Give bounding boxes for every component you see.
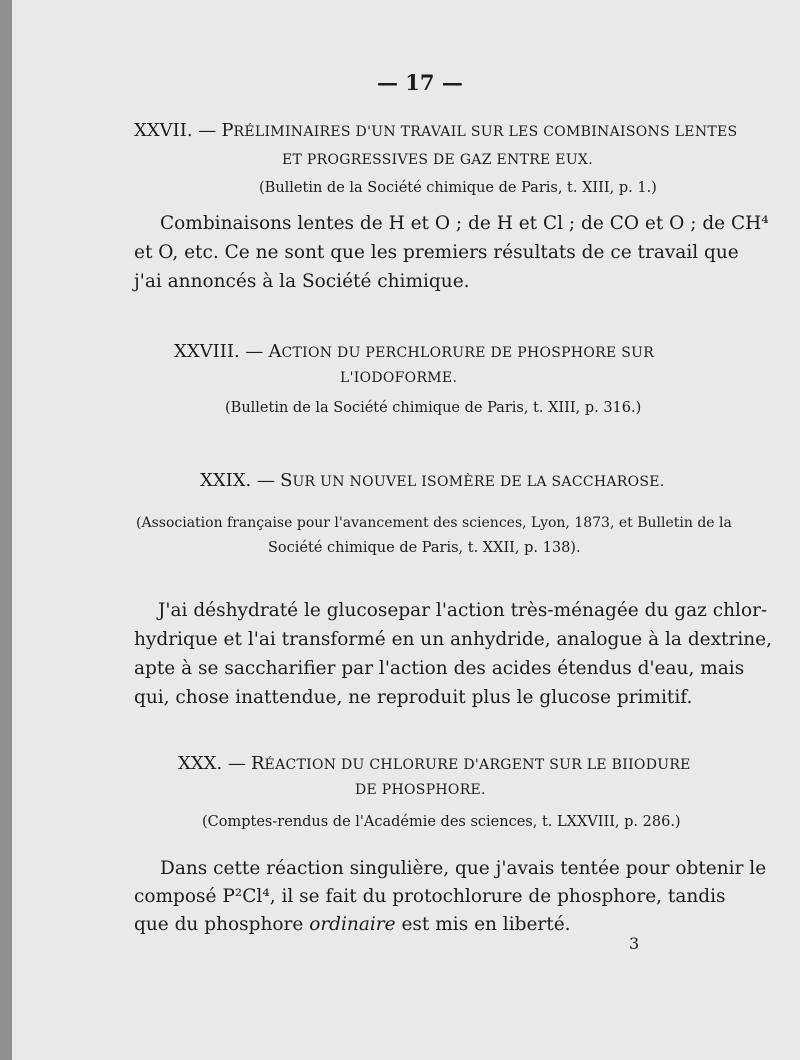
body-line: Combinaisons lentes de H et O ; de H et Cl ; de CO et O ; de CH⁴ <box>160 213 769 234</box>
heading-initial: P <box>221 120 234 141</box>
citation: (Bulletin de la Société chimique de Paris, t. XIII, p. 1.) <box>259 180 657 196</box>
heading-text: RÉLIMINAIRES D'UN TRAVAIL SUR LES COMBINAISONS LENTES <box>233 124 738 140</box>
body-line: J'ai déshydraté le glucosepar l'action très-ménagée du gaz chlor- <box>158 600 768 621</box>
section-number: XXIX. — <box>200 470 275 491</box>
heading-text: UR UN NOUVEL ISOMÈRE DE LA SACCHAROSE. <box>292 474 665 490</box>
page-number: — 17 — <box>377 70 463 95</box>
section-number: XXX. — <box>178 753 246 774</box>
section-number: XXVII. — <box>134 120 217 141</box>
body-line: et O, etc. Ce ne sont que les premiers résultats de ce travail que <box>134 242 739 263</box>
body-line: j'ai annoncés à la Société chimique. <box>134 271 470 292</box>
body-line <box>134 914 571 935</box>
document-page <box>12 0 800 1060</box>
citation: (Bulletin de la Société chimique de Paris, t. XIII, p. 316.) <box>225 400 642 416</box>
body-text: que du phosphore <box>134 914 310 935</box>
section-heading <box>174 341 654 362</box>
section-heading <box>134 120 737 141</box>
body-line: hydrique et l'ai transformé en un anhydride, analogue à la dextrine, <box>134 629 772 650</box>
body-line: apte à se saccharifier par l'action des acides étendus d'eau, mais <box>134 658 745 679</box>
heading-line-2: DE PHOSPHORE. <box>355 782 486 798</box>
heading-initial: S <box>280 470 293 491</box>
heading-initial: A <box>268 341 282 362</box>
section-heading <box>200 470 665 491</box>
body-line: composé P²Cl⁴, il se fait du protochlorure de phosphore, tandis <box>134 886 726 907</box>
italic-word: ordinaire <box>309 914 396 935</box>
heading-line-2: ET PROGRESSIVES DE GAZ ENTRE EUX. <box>282 152 593 168</box>
citation-line-2: Société chimique de Paris, t. XXII, p. 138). <box>268 540 581 556</box>
heading-text: ÉACTION DU CHLORURE D'ARGENT SUR LE BIIODURE <box>264 757 691 773</box>
citation-line-1: (Association française pour l'avancement des sciences, Lyon, 1873, et Bulletin de la <box>136 515 732 531</box>
section-heading <box>178 753 691 774</box>
section-number: XXVIII. — <box>174 341 264 362</box>
heading-initial: R <box>250 753 265 774</box>
body-line: qui, chose inattendue, ne reproduit plus le glucose primitif. <box>134 687 693 708</box>
body-line: Dans cette réaction singulière, que j'avais tentée pour obtenir le <box>160 858 767 879</box>
citation: (Comptes-rendus de l'Académie des sciences, t. LXXVIII, p. 286.) <box>202 814 681 830</box>
heading-line-2: L'IODOFORME. <box>340 370 458 386</box>
body-text: est mis en liberté. <box>395 914 571 935</box>
heading-text: CTION DU PERCHLORURE DE PHOSPHORE SUR <box>281 345 655 361</box>
signature-mark: 3 <box>629 934 640 953</box>
